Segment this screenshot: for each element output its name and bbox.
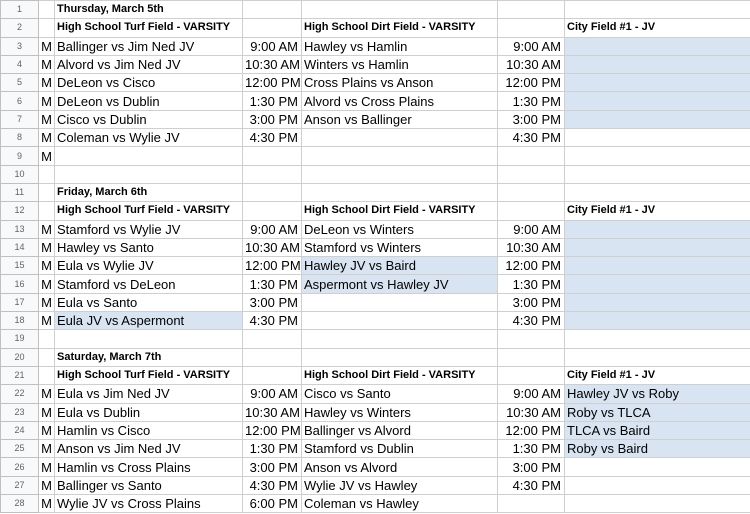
table-row bbox=[1, 110, 750, 128]
turf-field-cell[interactable]: Hamlin vs Cross Plains bbox=[55, 458, 243, 476]
city-field-cell[interactable] bbox=[565, 92, 750, 110]
dirt-time-cell[interactable]: 1:30 PM bbox=[498, 440, 565, 458]
city-field-cell[interactable] bbox=[565, 1, 750, 19]
dirt-field-cell[interactable] bbox=[302, 1, 498, 19]
table-row bbox=[1, 330, 750, 348]
schedule-rows bbox=[1, 1, 750, 513]
turf-field-cell[interactable]: Anson vs Jim Ned JV bbox=[55, 440, 243, 458]
marker-cell[interactable]: M bbox=[39, 476, 55, 494]
marker-cell[interactable]: M bbox=[39, 220, 55, 238]
city-field-cell[interactable]: Hawley JV vs Roby bbox=[565, 385, 750, 403]
city-field-cell[interactable] bbox=[565, 220, 750, 238]
dirt-time-cell[interactable]: 12:00 PM bbox=[498, 74, 565, 92]
dirt-time-cell[interactable]: 10:30 AM bbox=[498, 403, 565, 421]
marker-cell[interactable] bbox=[39, 165, 55, 183]
row-number: 9 bbox=[1, 147, 39, 165]
dirt-field-cell[interactable]: DeLeon vs Winters bbox=[302, 220, 498, 238]
marker-cell[interactable]: M bbox=[39, 385, 55, 403]
table-row bbox=[1, 202, 750, 220]
turf-time-cell[interactable]: 1:30 PM bbox=[243, 92, 302, 110]
turf-field-cell[interactable]: Eula vs Santo bbox=[55, 293, 243, 311]
dirt-field-cell[interactable]: High School Dirt Field - VARSITY bbox=[302, 366, 498, 384]
table-row bbox=[1, 165, 750, 183]
turf-field-cell[interactable]: Eula JV vs Aspermont bbox=[55, 312, 243, 330]
row-number: 12 bbox=[1, 202, 39, 220]
dirt-field-cell[interactable]: Cross Plains vs Anson bbox=[302, 74, 498, 92]
turf-field-cell[interactable]: Hawley vs Santo bbox=[55, 238, 243, 256]
turf-time-cell[interactable]: 12:00 PM bbox=[243, 257, 302, 275]
table-row bbox=[1, 74, 750, 92]
turf-field-cell[interactable] bbox=[55, 165, 243, 183]
row-number: 14 bbox=[1, 238, 39, 256]
turf-field-cell[interactable]: High School Turf Field - VARSITY bbox=[55, 366, 243, 384]
dirt-field-cell[interactable] bbox=[302, 312, 498, 330]
turf-time-cell[interactable]: 3:00 PM bbox=[243, 458, 302, 476]
turf-time-cell[interactable]: 12:00 PM bbox=[243, 74, 302, 92]
turf-time-cell[interactable]: 10:30 AM bbox=[243, 238, 302, 256]
dirt-time-cell[interactable]: 12:00 PM bbox=[498, 421, 565, 439]
turf-time-cell[interactable] bbox=[243, 202, 302, 220]
city-field-cell[interactable] bbox=[565, 55, 750, 73]
turf-time-cell[interactable]: 10:30 AM bbox=[243, 55, 302, 73]
dirt-field-cell[interactable] bbox=[302, 165, 498, 183]
marker-cell[interactable]: M bbox=[39, 110, 55, 128]
turf-time-cell[interactable]: 1:30 PM bbox=[243, 440, 302, 458]
dirt-field-cell[interactable]: High School Dirt Field - VARSITY bbox=[302, 19, 498, 37]
dirt-time-cell[interactable] bbox=[498, 366, 565, 384]
dirt-time-cell[interactable] bbox=[498, 202, 565, 220]
dirt-time-cell[interactable] bbox=[498, 330, 565, 348]
table-row bbox=[1, 495, 750, 513]
city-field-cell[interactable]: City Field #1 - JV bbox=[565, 366, 750, 384]
table-row bbox=[1, 1, 750, 19]
city-field-cell[interactable] bbox=[565, 476, 750, 494]
table-row bbox=[1, 55, 750, 73]
marker-cell[interactable] bbox=[39, 366, 55, 384]
table-row bbox=[1, 312, 750, 330]
city-field-cell[interactable] bbox=[565, 183, 750, 201]
table-row bbox=[1, 458, 750, 476]
city-field-cell[interactable] bbox=[565, 275, 750, 293]
city-field-cell[interactable] bbox=[565, 238, 750, 256]
city-field-cell[interactable] bbox=[565, 147, 750, 165]
row-number: 20 bbox=[1, 348, 39, 366]
turf-field-cell[interactable]: Coleman vs Wylie JV bbox=[55, 129, 243, 147]
row-number: 19 bbox=[1, 330, 39, 348]
dirt-field-cell[interactable]: Alvord vs Cross Plains bbox=[302, 92, 498, 110]
marker-cell[interactable] bbox=[39, 183, 55, 201]
dirt-time-cell[interactable]: 9:00 AM bbox=[498, 385, 565, 403]
turf-time-cell[interactable] bbox=[243, 19, 302, 37]
table-row bbox=[1, 37, 750, 55]
dirt-field-cell[interactable] bbox=[302, 348, 498, 366]
marker-cell[interactable] bbox=[39, 348, 55, 366]
turf-time-cell[interactable]: 4:30 PM bbox=[243, 476, 302, 494]
turf-field-cell[interactable]: Saturday, March 7th bbox=[55, 348, 243, 366]
turf-field-cell[interactable]: Alvord vs Jim Ned JV bbox=[55, 55, 243, 73]
dirt-time-cell[interactable]: 3:00 PM bbox=[498, 458, 565, 476]
city-field-cell[interactable] bbox=[565, 293, 750, 311]
turf-time-cell[interactable] bbox=[243, 183, 302, 201]
turf-field-cell[interactable]: Eula vs Dublin bbox=[55, 403, 243, 421]
marker-cell[interactable]: M bbox=[39, 55, 55, 73]
row-number: 16 bbox=[1, 275, 39, 293]
row-number: 28 bbox=[1, 495, 39, 513]
dirt-field-cell[interactable]: Winters vs Hamlin bbox=[302, 55, 498, 73]
dirt-time-cell[interactable] bbox=[498, 165, 565, 183]
dirt-time-cell[interactable]: 9:00 AM bbox=[498, 220, 565, 238]
marker-cell[interactable]: M bbox=[39, 440, 55, 458]
marker-cell[interactable]: M bbox=[39, 495, 55, 513]
city-field-cell[interactable]: City Field #1 - JV bbox=[565, 19, 750, 37]
turf-time-cell[interactable] bbox=[243, 348, 302, 366]
dirt-field-cell[interactable]: High School Dirt Field - VARSITY bbox=[302, 202, 498, 220]
dirt-time-cell[interactable] bbox=[498, 147, 565, 165]
turf-field-cell[interactable]: Hamlin vs Cisco bbox=[55, 421, 243, 439]
table-row bbox=[1, 293, 750, 311]
dirt-field-cell[interactable]: Anson vs Ballinger bbox=[302, 110, 498, 128]
row-number: 10 bbox=[1, 165, 39, 183]
turf-field-cell[interactable]: High School Turf Field - VARSITY bbox=[55, 202, 243, 220]
turf-field-cell[interactable] bbox=[55, 330, 243, 348]
dirt-field-cell[interactable]: Wylie JV vs Hawley bbox=[302, 476, 498, 494]
row-number: 24 bbox=[1, 421, 39, 439]
marker-cell[interactable] bbox=[39, 1, 55, 19]
marker-cell[interactable]: M bbox=[39, 129, 55, 147]
turf-time-cell[interactable] bbox=[243, 147, 302, 165]
row-number: 27 bbox=[1, 476, 39, 494]
row-number: 11 bbox=[1, 183, 39, 201]
city-field-cell[interactable] bbox=[565, 37, 750, 55]
turf-time-cell[interactable] bbox=[243, 1, 302, 19]
turf-time-cell[interactable]: 3:00 PM bbox=[243, 293, 302, 311]
city-field-cell[interactable] bbox=[565, 110, 750, 128]
turf-time-cell[interactable] bbox=[243, 165, 302, 183]
turf-time-cell[interactable]: 9:00 AM bbox=[243, 37, 302, 55]
row-number: 22 bbox=[1, 385, 39, 403]
turf-field-cell[interactable]: DeLeon vs Dublin bbox=[55, 92, 243, 110]
marker-cell[interactable]: M bbox=[39, 238, 55, 256]
turf-field-cell[interactable]: Cisco vs Dublin bbox=[55, 110, 243, 128]
dirt-field-cell[interactable] bbox=[302, 183, 498, 201]
turf-field-cell[interactable]: Stamford vs Wylie JV bbox=[55, 220, 243, 238]
row-number: 15 bbox=[1, 257, 39, 275]
turf-field-cell[interactable]: Stamford vs DeLeon bbox=[55, 275, 243, 293]
dirt-field-cell[interactable] bbox=[302, 129, 498, 147]
row-number: 3 bbox=[1, 37, 39, 55]
table-row bbox=[1, 421, 750, 439]
dirt-time-cell[interactable]: 1:30 PM bbox=[498, 92, 565, 110]
turf-time-cell[interactable]: 9:00 AM bbox=[243, 385, 302, 403]
row-number: 21 bbox=[1, 366, 39, 384]
dirt-time-cell[interactable] bbox=[498, 495, 565, 513]
row-number: 8 bbox=[1, 129, 39, 147]
dirt-field-cell[interactable]: Anson vs Alvord bbox=[302, 458, 498, 476]
table-row bbox=[1, 257, 750, 275]
marker-cell[interactable]: M bbox=[39, 403, 55, 421]
table-row bbox=[1, 348, 750, 366]
table-row bbox=[1, 147, 750, 165]
turf-time-cell[interactable]: 1:30 PM bbox=[243, 275, 302, 293]
marker-cell[interactable] bbox=[39, 19, 55, 37]
table-row bbox=[1, 220, 750, 238]
dirt-time-cell[interactable] bbox=[498, 183, 565, 201]
row-number: 6 bbox=[1, 92, 39, 110]
dirt-time-cell[interactable]: 9:00 AM bbox=[498, 37, 565, 55]
table-row bbox=[1, 92, 750, 110]
dirt-field-cell[interactable] bbox=[302, 147, 498, 165]
turf-time-cell[interactable]: 4:30 PM bbox=[243, 312, 302, 330]
dirt-time-cell[interactable]: 10:30 AM bbox=[498, 238, 565, 256]
turf-field-cell[interactable]: High School Turf Field - VARSITY bbox=[55, 19, 243, 37]
turf-field-cell[interactable]: Thursday, March 5th bbox=[55, 1, 243, 19]
city-field-cell[interactable] bbox=[565, 74, 750, 92]
marker-cell[interactable]: M bbox=[39, 147, 55, 165]
marker-cell[interactable]: M bbox=[39, 312, 55, 330]
turf-field-cell[interactable]: Friday, March 6th bbox=[55, 183, 243, 201]
turf-time-cell[interactable]: 12:00 PM bbox=[243, 421, 302, 439]
turf-field-cell[interactable]: Eula vs Jim Ned JV bbox=[55, 385, 243, 403]
city-field-cell[interactable] bbox=[565, 495, 750, 513]
dirt-time-cell[interactable] bbox=[498, 19, 565, 37]
dirt-field-cell[interactable]: Coleman vs Hawley bbox=[302, 495, 498, 513]
dirt-time-cell[interactable] bbox=[498, 348, 565, 366]
city-field-cell[interactable] bbox=[565, 458, 750, 476]
table-row bbox=[1, 183, 750, 201]
row-number: 1 bbox=[1, 1, 39, 19]
turf-time-cell[interactable] bbox=[243, 330, 302, 348]
marker-cell[interactable]: M bbox=[39, 37, 55, 55]
city-field-cell[interactable] bbox=[565, 312, 750, 330]
city-field-cell[interactable] bbox=[565, 129, 750, 147]
dirt-field-cell[interactable] bbox=[302, 293, 498, 311]
city-field-cell[interactable] bbox=[565, 257, 750, 275]
dirt-time-cell[interactable]: 3:00 PM bbox=[498, 110, 565, 128]
turf-field-cell[interactable]: Ballinger vs Jim Ned JV bbox=[55, 37, 243, 55]
table-row bbox=[1, 19, 750, 37]
marker-cell[interactable]: M bbox=[39, 421, 55, 439]
table-row bbox=[1, 366, 750, 384]
city-field-cell[interactable]: City Field #1 - JV bbox=[565, 202, 750, 220]
row-number: 18 bbox=[1, 312, 39, 330]
dirt-field-cell[interactable]: Cisco vs Santo bbox=[302, 385, 498, 403]
dirt-field-cell[interactable]: Stamford vs Winters bbox=[302, 238, 498, 256]
row-number: 5 bbox=[1, 74, 39, 92]
dirt-time-cell[interactable] bbox=[498, 1, 565, 19]
dirt-time-cell[interactable]: 4:30 PM bbox=[498, 312, 565, 330]
table-row bbox=[1, 385, 750, 403]
city-field-cell[interactable]: Roby vs TLCA bbox=[565, 403, 750, 421]
marker-cell[interactable]: M bbox=[39, 275, 55, 293]
marker-cell[interactable]: M bbox=[39, 92, 55, 110]
table-row bbox=[1, 129, 750, 147]
row-number: 7 bbox=[1, 110, 39, 128]
dirt-time-cell[interactable]: 4:30 PM bbox=[498, 476, 565, 494]
dirt-time-cell[interactable]: 10:30 AM bbox=[498, 55, 565, 73]
dirt-time-cell[interactable]: 4:30 PM bbox=[498, 129, 565, 147]
turf-time-cell[interactable]: 4:30 PM bbox=[243, 129, 302, 147]
turf-time-cell[interactable]: 10:30 AM bbox=[243, 403, 302, 421]
row-number: 2 bbox=[1, 19, 39, 37]
marker-cell[interactable] bbox=[39, 330, 55, 348]
turf-field-cell[interactable]: DeLeon vs Cisco bbox=[55, 74, 243, 92]
marker-cell[interactable]: M bbox=[39, 458, 55, 476]
row-number: 25 bbox=[1, 440, 39, 458]
table-row bbox=[1, 476, 750, 494]
dirt-field-cell[interactable] bbox=[302, 330, 498, 348]
dirt-field-cell[interactable]: Aspermont vs Hawley JV bbox=[302, 275, 498, 293]
turf-time-cell[interactable]: 6:00 PM bbox=[243, 495, 302, 513]
city-field-cell[interactable]: TLCA vs Baird bbox=[565, 421, 750, 439]
marker-cell[interactable] bbox=[39, 202, 55, 220]
turf-field-cell[interactable] bbox=[55, 147, 243, 165]
marker-cell[interactable]: M bbox=[39, 257, 55, 275]
turf-time-cell[interactable]: 3:00 PM bbox=[243, 110, 302, 128]
city-field-cell[interactable] bbox=[565, 348, 750, 366]
marker-cell[interactable]: M bbox=[39, 74, 55, 92]
table-row bbox=[1, 403, 750, 421]
city-field-cell[interactable]: Roby vs Baird bbox=[565, 440, 750, 458]
dirt-time-cell[interactable]: 1:30 PM bbox=[498, 275, 565, 293]
city-field-cell[interactable] bbox=[565, 165, 750, 183]
dirt-time-cell[interactable]: 3:00 PM bbox=[498, 293, 565, 311]
row-number: 17 bbox=[1, 293, 39, 311]
dirt-field-cell[interactable]: Stamford vs Dublin bbox=[302, 440, 498, 458]
dirt-time-cell[interactable]: 12:00 PM bbox=[498, 257, 565, 275]
table-row bbox=[1, 238, 750, 256]
row-number: 13 bbox=[1, 220, 39, 238]
turf-time-cell[interactable] bbox=[243, 366, 302, 384]
dirt-field-cell[interactable]: Ballinger vs Alvord bbox=[302, 421, 498, 439]
turf-field-cell[interactable]: Eula vs Wylie JV bbox=[55, 257, 243, 275]
row-number: 23 bbox=[1, 403, 39, 421]
dirt-field-cell[interactable]: Hawley vs Hamlin bbox=[302, 37, 498, 55]
row-number: 4 bbox=[1, 55, 39, 73]
turf-field-cell[interactable]: Ballinger vs Santo bbox=[55, 476, 243, 494]
turf-field-cell[interactable]: Wylie JV vs Cross Plains bbox=[55, 495, 243, 513]
table-row bbox=[1, 440, 750, 458]
turf-time-cell[interactable]: 9:00 AM bbox=[243, 220, 302, 238]
table-row bbox=[1, 275, 750, 293]
city-field-cell[interactable] bbox=[565, 330, 750, 348]
row-number: 26 bbox=[1, 458, 39, 476]
dirt-field-cell[interactable]: Hawley JV vs Baird bbox=[302, 257, 498, 275]
dirt-field-cell[interactable]: Hawley vs Winters bbox=[302, 403, 498, 421]
marker-cell[interactable]: M bbox=[39, 293, 55, 311]
